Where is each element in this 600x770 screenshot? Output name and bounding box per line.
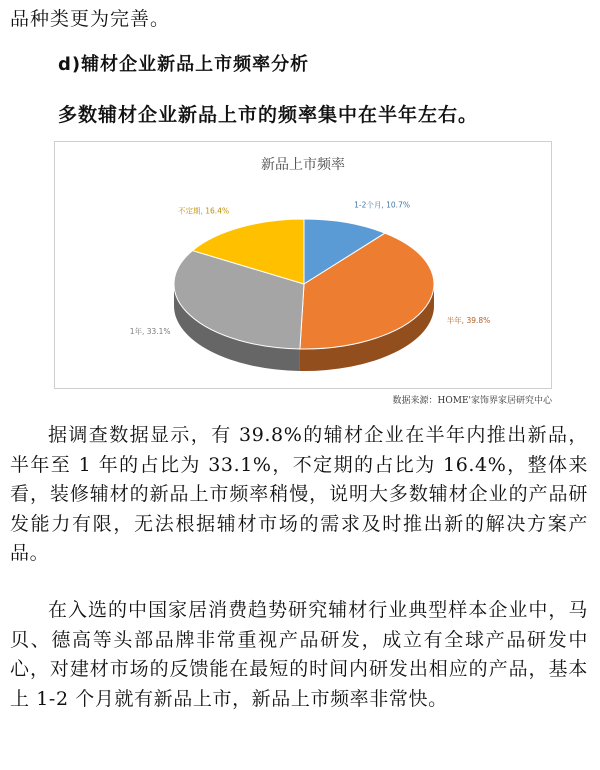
pie-label-不定期: 不定期, 16.4% xyxy=(178,206,230,216)
top-line-text: 品种类更为完善。 xyxy=(10,8,171,30)
section-subheading: 多数辅材企业新品上市的频率集中在半年左右。 xyxy=(58,104,479,126)
pie-chart-container xyxy=(54,141,552,389)
chart-title: 新品上市频率 xyxy=(261,157,345,173)
pie-label-1-2个月: 1-2个月, 10.7% xyxy=(354,200,410,210)
pie-label-半年: 半年, 39.8% xyxy=(446,315,491,325)
data-source-note: 数据来源：HOME'家饰界家居研究中心 xyxy=(392,396,552,406)
body-paragraph-1: 据调查数据显示，有 39.8%的辅材企业在半年内推出新品，半年至 1 年的占比为 33.1%，不定期的占比为 16.4%，整体来看，装修辅材的新品上市频率稍慢，说明大多数辅材企业的产品研发能力有限，无法根据辅材市场的需求及时推出新的解决方案产品。 xyxy=(10,424,588,564)
pie-label-1年: 1年, 33.1% xyxy=(129,326,171,336)
section-heading: d)辅材企业新品上市频率分析 xyxy=(58,54,310,75)
body-paragraph-2: 在入选的中国家居消费趋势研究辅材行业典型样本企业中，马贝、德高等头部品牌非常重视产品研发，成立有全球产品研发中心，对建材市场的反馈能在最短的时间内研发出相应的产品，基本上 1-2 个月就有新品上市，新品上市频率非常快。 xyxy=(10,599,588,710)
pie-chart xyxy=(55,142,551,388)
